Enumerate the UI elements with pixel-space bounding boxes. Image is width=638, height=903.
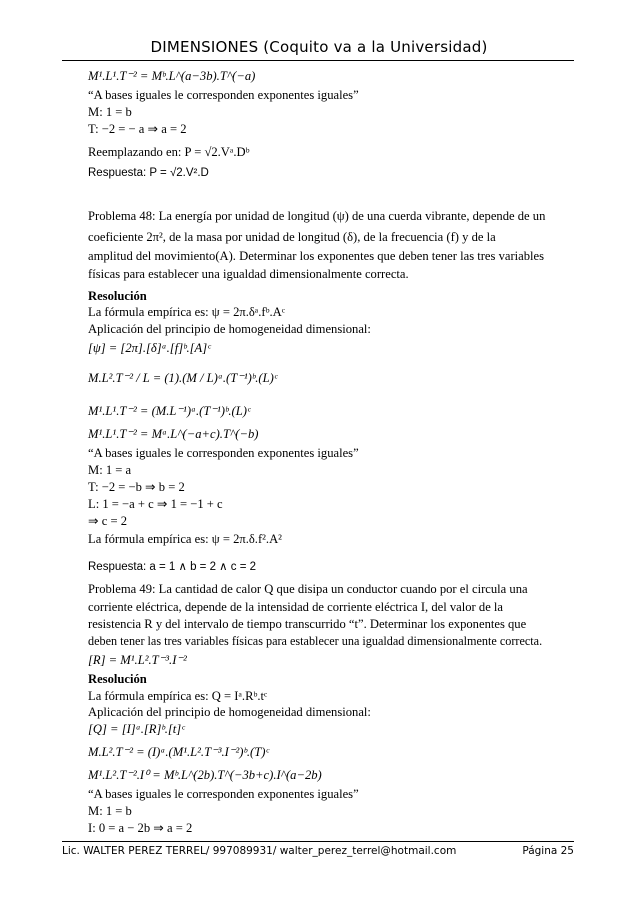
equation-line: T: −2 = −b ⇒ b = 2 <box>88 480 185 494</box>
text-line: Aplicación del principio de homogeneidad dimensional: <box>88 322 371 336</box>
page-number: Página 25 <box>522 845 574 857</box>
equation-line: M: 1 = a <box>88 463 132 477</box>
equation-line: M: 1 = b <box>88 804 132 818</box>
equation-line: L: 1 = −a + c ⇒ 1 = −1 + c <box>88 497 223 511</box>
equation-line: Reemplazando en: P = √2.Vᵃ.Dᵇ <box>88 145 250 159</box>
text-line: La fórmula empírica es: ψ = 2π.δ.f².A² <box>88 532 282 546</box>
problem-48-statement: Problema 48: La energía por unidad de longitud (ψ) de una cuerda vibrante, depende de un <box>88 209 546 223</box>
text-line: La fórmula empírica es: Q = Iᵃ.Rᵇ.tᶜ <box>88 689 268 703</box>
equation-line: M.L².T⁻² = (I)ᵃ.(M¹.L².T⁻³.I⁻²)ᵇ.(T)ᶜ <box>88 745 269 759</box>
footer-author: Lic. WALTER PEREZ TERREL/ 997089931/ walter_perez_terrel@hotmail.com <box>62 845 457 857</box>
footer-divider <box>62 841 574 842</box>
text-line: “A bases iguales le corresponden exponentes iguales” <box>88 446 359 460</box>
problem-48-statement: coeficiente 2π², de la masa por unidad de longitud (δ), de la frecuencia (f) y de la <box>88 230 496 244</box>
equation-line: [R] = M¹.L².T⁻³.I⁻² <box>88 653 187 667</box>
page-title: DIMENSIONES (Coquito va a la Universidad) <box>150 38 488 56</box>
section-heading: Resolución <box>88 672 147 686</box>
equation-line: ⇒ c = 2 <box>88 514 127 528</box>
section-heading: Resolución <box>88 289 147 303</box>
problem-48-statement: físicas para establecer una igualdad dimensionalmente correcta. <box>88 267 409 281</box>
equation-line: M: 1 = b <box>88 105 132 119</box>
problem-49-statement: resistencia R y del intervalo de tiempo transcurrido “t”. Determinar los exponentes que <box>88 617 527 631</box>
problem-49-statement: Problema 49: La cantidad de calor Q que disipa un conductor cuando por el circula una <box>88 582 528 596</box>
text-line: La fórmula empírica es: ψ = 2π.δᵃ.fᵇ.Aᶜ <box>88 305 285 319</box>
equation-line: M.L².T⁻² / L = (1).(M / L)ᵃ.(T⁻¹)ᵇ.(L)ᶜ <box>88 371 278 385</box>
text-line: Aplicación del principio de homogeneidad dimensional: <box>88 705 371 719</box>
equation-line: M¹.L¹.T⁻² = (M.L⁻¹)ᵃ.(T⁻¹)ᵇ.(L)ᶜ <box>88 404 251 418</box>
problem-49-statement: corriente eléctrica, depende de la intensidad de corriente eléctrica I, del valor de la <box>88 600 504 614</box>
answer-line: Respuesta: P = √2.V².D <box>88 167 209 179</box>
equation-line: M¹.L¹.T⁻² = Mᵃ.L^(−a+c).T^(−b) <box>88 427 259 441</box>
answer-line: Respuesta: a = 1 ∧ b = 2 ∧ c = 2 <box>88 561 257 573</box>
equation-line: T: −2 = − a ⇒ a = 2 <box>88 122 187 136</box>
equation-line: I: 0 = a − 2b ⇒ a = 2 <box>88 821 193 835</box>
equation-line: M¹.L¹.T⁻² = Mᵇ.L^(a−3b).T^(−a) <box>88 69 256 83</box>
equation-line: M¹.L².T⁻².I⁰ = Mᵇ.L^(2b).T^(−3b+c).I^(a−2b) <box>88 768 322 782</box>
text-line: “A bases iguales le corresponden exponentes iguales” <box>88 88 359 102</box>
title-divider <box>62 60 574 61</box>
equation-line: [Q] = [I]ᵃ.[R]ᵇ.[t]ᶜ <box>88 722 185 736</box>
problem-48-statement: amplitud del movimiento(A). Determinar los exponentes que deben tener las tres variables <box>88 249 545 263</box>
text-line: “A bases iguales le corresponden exponentes iguales” <box>88 787 359 801</box>
problem-49-statement: deben tener las tres variables físicas para establecer una igualdad dimensionalmente correcta. <box>88 634 543 648</box>
equation-line: [ψ] = [2π].[δ]ᵃ.[f]ᵇ.[A]ᶜ <box>88 341 211 355</box>
